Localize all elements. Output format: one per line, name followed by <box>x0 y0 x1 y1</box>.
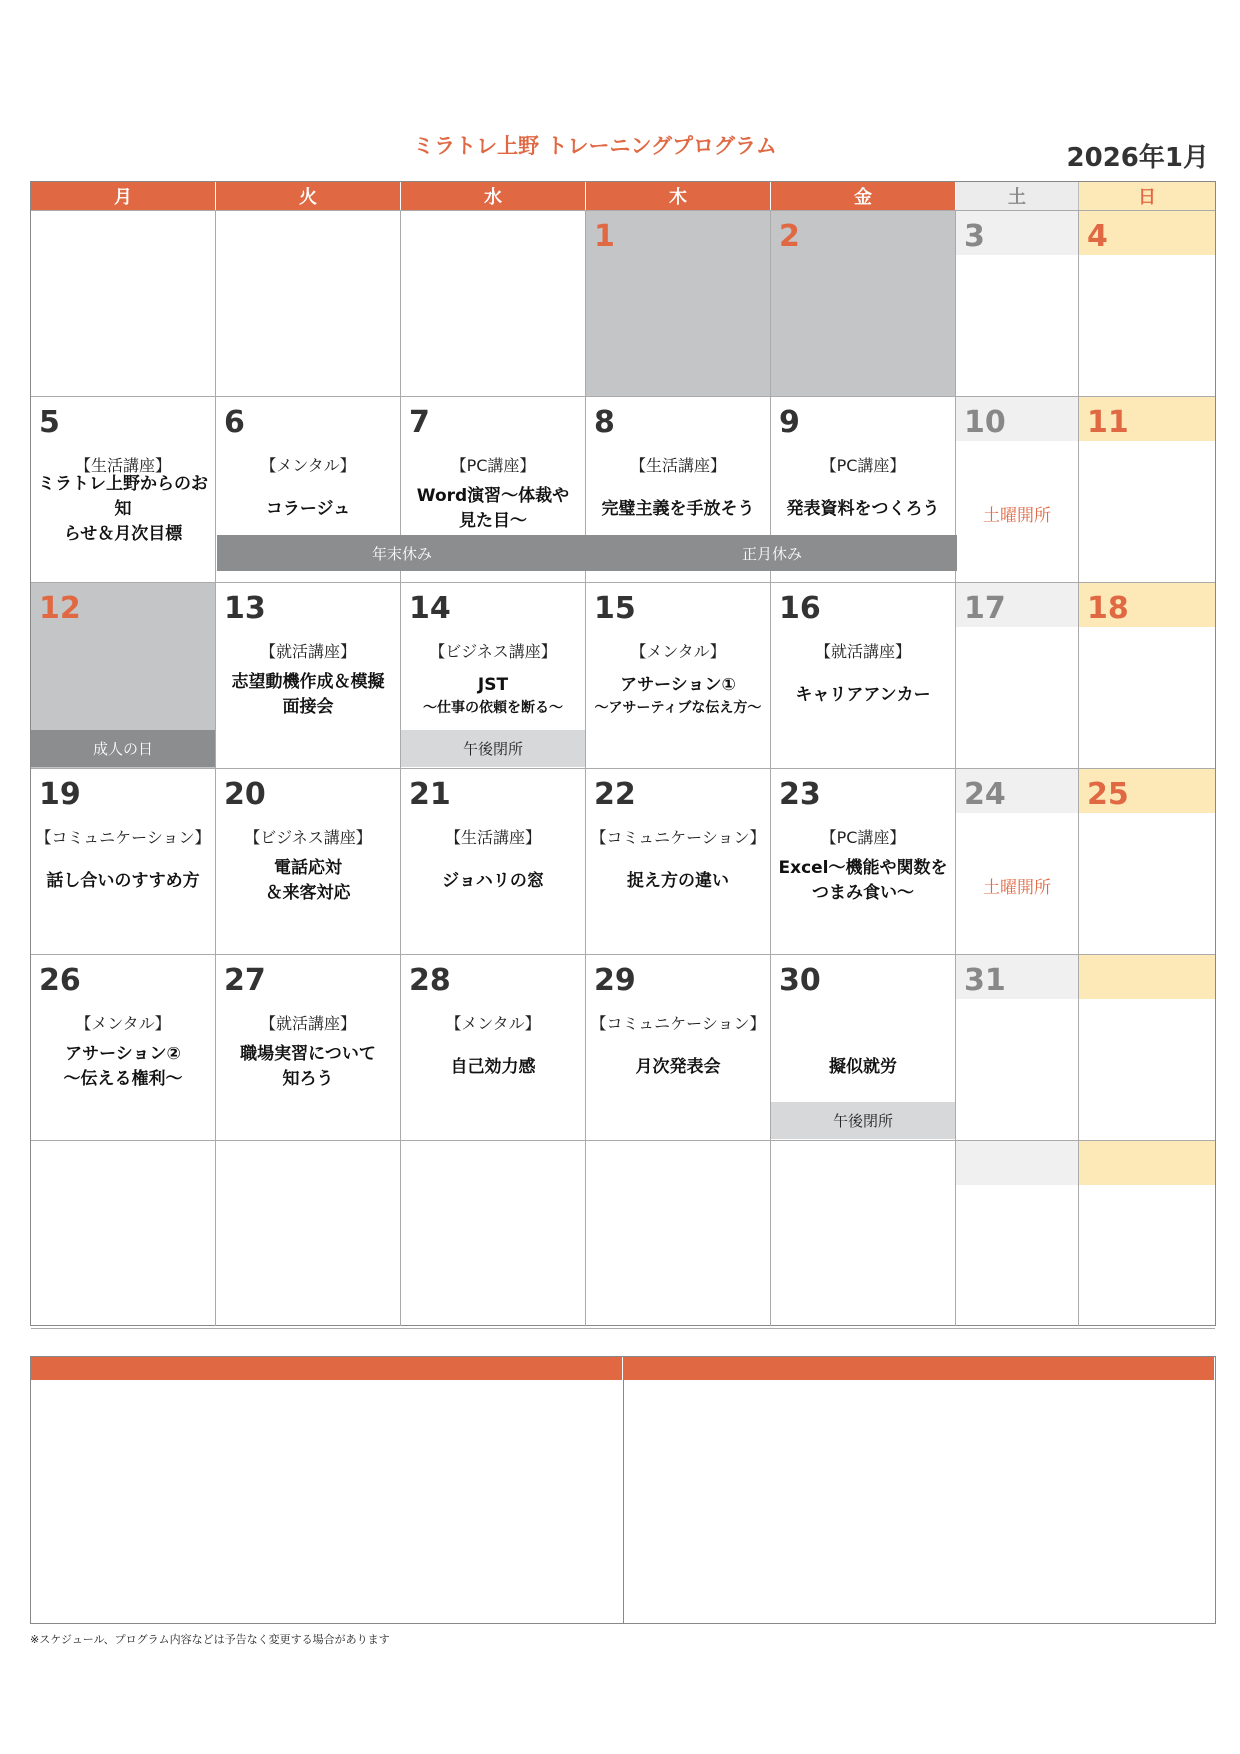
program-category: 【生活講座】 <box>444 828 541 847</box>
weekday-header-mon: 月 <box>31 182 216 210</box>
calendar-week-row <box>31 582 1215 768</box>
calendar-day-cell <box>401 769 586 954</box>
day-number: 18 <box>1087 591 1129 626</box>
calendar-week-row <box>31 1140 1215 1326</box>
program-topic-line: 面接会 <box>282 697 334 717</box>
calendar-week-row <box>31 768 1215 954</box>
weekday-header-row <box>31 182 1215 210</box>
weekday-header-sat: 土 <box>956 182 1079 210</box>
program-topic <box>405 483 581 535</box>
calendar-day-cell <box>771 955 956 1140</box>
program-category: 【就活講座】 <box>259 1014 356 1033</box>
program-topic-line: ジョハリの窓 <box>442 870 544 891</box>
calendar-day-cell <box>1079 397 1215 582</box>
day-number: 20 <box>224 777 266 812</box>
program-topic-line: キャリアアンカー <box>795 684 931 705</box>
program-topic-line: JST <box>477 674 509 695</box>
day-number: 5 <box>39 405 60 440</box>
calendar-day-cell <box>586 955 771 1140</box>
program-topic <box>775 483 951 535</box>
calendar-day-cell <box>956 583 1079 768</box>
day-number: 19 <box>39 777 81 812</box>
calendar-grid <box>30 181 1216 1326</box>
calendar-day-cell <box>31 211 216 396</box>
program-topic-line: アサーション② <box>65 1044 181 1064</box>
day-number: 14 <box>409 591 451 626</box>
day-number: 23 <box>779 777 821 812</box>
calendar-day-cell <box>586 769 771 954</box>
program-category: 【生活講座】 <box>74 456 171 475</box>
day-number: 11 <box>1087 405 1129 440</box>
program-category: 【生活講座】 <box>629 456 726 475</box>
day-number: 3 <box>964 219 985 254</box>
day-number: 29 <box>594 963 636 998</box>
program-topic-line: Word演習～体裁や <box>416 486 570 506</box>
calendar-day-cell <box>771 583 956 768</box>
day-number: 27 <box>224 963 266 998</box>
notes-panel-left <box>31 1357 624 1623</box>
calendar-day-cell <box>1079 769 1215 954</box>
notes-panel-left-header <box>31 1357 623 1380</box>
calendar-day-cell <box>1079 1141 1215 1326</box>
program-subtopic: ～アサーティブな伝え方～ <box>594 699 762 716</box>
calendar-day-cell <box>216 955 401 1140</box>
weekday-header-sun: 日 <box>1079 182 1215 210</box>
day-number: 24 <box>964 777 1006 812</box>
calendar-day-cell <box>31 769 216 954</box>
program-topic <box>590 1041 766 1093</box>
program-topic <box>220 669 396 721</box>
saturday-number-band <box>956 1141 1078 1185</box>
calendar-day-cell <box>31 583 216 768</box>
program-topic-line: コラージュ <box>265 498 351 519</box>
calendar-day-cell <box>401 211 586 396</box>
calendar-day-cell <box>216 583 401 768</box>
program-topic-line: 捉え方の違い <box>627 870 729 891</box>
sunday-number-band <box>1079 955 1215 999</box>
program-topic-line: 知ろう <box>282 1069 334 1089</box>
day-number: 6 <box>224 405 245 440</box>
program-category: 【ビジネス講座】 <box>429 642 557 661</box>
day-number: 8 <box>594 405 615 440</box>
program-category: 【就活講座】 <box>814 642 911 661</box>
program-topic <box>775 669 951 721</box>
day-number: 26 <box>39 963 81 998</box>
calendar-title: ミラトレ上野 トレーニングプログラム <box>413 134 777 158</box>
day-number: 13 <box>224 591 266 626</box>
program-category: 【PC講座】 <box>450 456 536 475</box>
day-number: 17 <box>964 591 1006 626</box>
day-number: 2 <box>779 219 800 254</box>
program-category: 【メンタル】 <box>630 642 726 661</box>
program-topic-line: 話し合いのすすめ方 <box>46 870 200 891</box>
calendar-day-cell <box>216 211 401 396</box>
program-topic <box>590 483 766 535</box>
day-number: 21 <box>409 777 451 812</box>
program-topic <box>775 1041 951 1093</box>
calendar-day-cell <box>771 211 956 396</box>
day-status-band: 午後閉所 <box>401 730 585 767</box>
program-category: 【メンタル】 <box>75 1014 171 1033</box>
calendar-day-cell <box>401 1141 586 1326</box>
program-topic-line: 職場実習について <box>240 1044 376 1064</box>
calendar-day-cell <box>771 769 956 954</box>
program-topic-line: 擬似就労 <box>829 1056 897 1077</box>
program-topic-line: 発表資料をつくろう <box>786 498 940 519</box>
program-topic <box>590 669 766 721</box>
saturday-open-note: 土曜開所 <box>983 878 1051 898</box>
weekday-header-thu: 木 <box>586 182 771 210</box>
program-category: 【コミュニケーション】 <box>590 828 766 847</box>
day-number: 25 <box>1087 777 1129 812</box>
program-category: 【メンタル】 <box>260 456 356 475</box>
calendar-day-cell <box>1079 583 1215 768</box>
program-topic <box>405 1041 581 1093</box>
calendar-month: 2026年1月 <box>1066 143 1209 173</box>
day-number: 7 <box>409 405 430 440</box>
day-number: 16 <box>779 591 821 626</box>
program-topic <box>35 855 211 907</box>
day-number: 22 <box>594 777 636 812</box>
program-category: 【コミュニケーション】 <box>590 1014 766 1033</box>
footnote: ※スケジュール、プログラム内容などは予告なく変更する場合があります <box>30 1633 390 1646</box>
program-category: 【就活講座】 <box>259 642 356 661</box>
program-topic-line: 見た目～ <box>459 511 527 531</box>
calendar-day-cell <box>31 955 216 1140</box>
day-number: 31 <box>964 963 1006 998</box>
program-topic <box>590 855 766 907</box>
grid-bottom-divider <box>31 1328 1215 1329</box>
day-number: 9 <box>779 405 800 440</box>
calendar-day-cell <box>401 955 586 1140</box>
weekday-header-wed: 水 <box>401 182 586 210</box>
weekday-header-fri: 金 <box>771 182 956 210</box>
program-topic-line: 完璧主義を手放そう <box>601 498 755 519</box>
program-category: 【PC講座】 <box>820 456 906 475</box>
program-topic <box>405 855 581 907</box>
day-number: 4 <box>1087 219 1108 254</box>
saturday-open-note: 土曜開所 <box>983 506 1051 526</box>
program-topic-line: ～伝える権利～ <box>63 1069 183 1089</box>
program-topic <box>35 1041 211 1093</box>
program-category: 【コミュニケーション】 <box>35 828 211 847</box>
day-number: 30 <box>779 963 821 998</box>
new-year-holiday-band: 正月休み <box>587 535 957 571</box>
program-topic <box>35 473 211 544</box>
day-number: 10 <box>964 405 1006 440</box>
program-topic-line: つまみ食い～ <box>812 883 914 903</box>
calendar-day-cell <box>31 1141 216 1326</box>
program-topic-line: 自己効力感 <box>450 1056 536 1077</box>
calendar-day-cell <box>401 583 586 768</box>
program-category: 【PC講座】 <box>820 828 906 847</box>
program-topic-line: らせ＆月次目標 <box>63 523 183 544</box>
program-topic <box>220 483 396 535</box>
notes-area <box>30 1356 1216 1624</box>
program-topic <box>220 855 396 907</box>
program-topic-line: 電話応対 <box>274 858 342 878</box>
calendar-day-cell <box>956 955 1079 1140</box>
calendar-day-cell <box>216 769 401 954</box>
program-topic-line: 月次発表会 <box>635 1056 721 1077</box>
sunday-number-band <box>1079 1141 1215 1185</box>
year-end-holiday-band: 年末休み <box>217 535 587 571</box>
day-number: 28 <box>409 963 451 998</box>
program-topic-line: ミラトレ上野からのお知 <box>38 473 208 519</box>
day-status-band: 成人の日 <box>31 730 215 767</box>
notes-panel-right-header <box>624 1357 1216 1380</box>
program-topic-line: Excel～機能や関数を <box>778 858 948 878</box>
notes-panel-right <box>624 1357 1216 1623</box>
day-number: 15 <box>594 591 636 626</box>
program-subtopic: ～仕事の依頼を断る～ <box>423 699 563 716</box>
day-status-band: 午後閉所 <box>771 1102 955 1139</box>
calendar-day-cell <box>956 211 1079 396</box>
program-topic <box>220 1041 396 1093</box>
day-number: 12 <box>39 591 81 626</box>
calendar-day-cell <box>586 583 771 768</box>
day-number: 1 <box>594 219 615 254</box>
calendar-week-row <box>31 210 1215 396</box>
calendar-day-cell <box>771 1141 956 1326</box>
program-topic-line: 志望動機作成＆模擬 <box>231 672 385 692</box>
calendar-day-cell <box>1079 211 1215 396</box>
program-category: 【ビジネス講座】 <box>244 828 372 847</box>
calendar-day-cell <box>31 397 216 582</box>
program-category: 【メンタル】 <box>445 1014 541 1033</box>
calendar-day-cell <box>956 1141 1079 1326</box>
calendar-day-cell <box>216 1141 401 1326</box>
calendar-week-row <box>31 954 1215 1140</box>
calendar-day-cell <box>586 211 771 396</box>
program-topic <box>405 669 581 721</box>
program-topic-line: アサーション① <box>620 674 736 695</box>
weekday-header-tue: 火 <box>216 182 401 210</box>
calendar-day-cell <box>1079 955 1215 1140</box>
calendar-day-cell <box>586 1141 771 1326</box>
calendar-day-cell <box>956 397 1079 582</box>
program-topic-line: ＆来客対応 <box>265 883 351 903</box>
program-topic <box>775 855 951 907</box>
calendar-day-cell <box>956 769 1079 954</box>
